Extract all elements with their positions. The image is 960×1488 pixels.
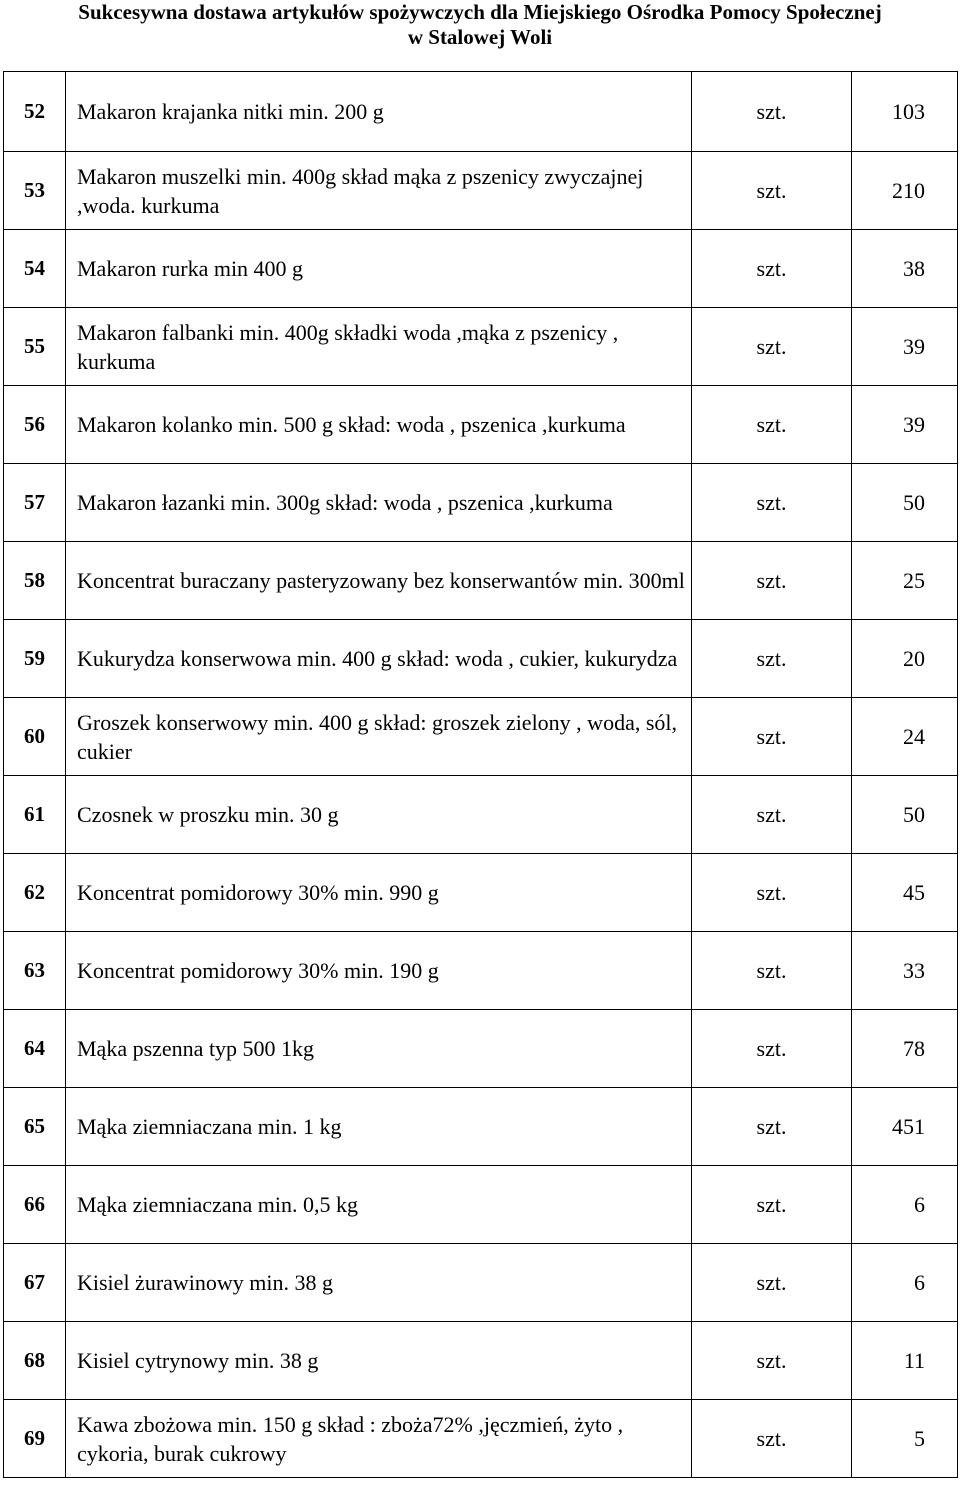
table-row xyxy=(4,1244,958,1322)
item-number: 67 xyxy=(4,1244,66,1322)
item-number: 69 xyxy=(4,1400,66,1478)
title-line-2: w Stalowej Woli xyxy=(407,25,553,49)
item-description: Czosnek w proszku min. 30 g xyxy=(66,776,692,854)
item-number: 62 xyxy=(4,854,66,932)
item-quantity: 39 xyxy=(852,308,958,386)
item-unit: szt. xyxy=(692,1244,852,1322)
item-description: Mąka ziemniaczana min. 1 kg xyxy=(66,1088,692,1166)
item-unit: szt. xyxy=(692,152,852,230)
item-description: Makaron łazanki min. 300g skład: woda , pszenica ,kurkuma xyxy=(66,464,692,542)
table-row xyxy=(4,386,958,464)
item-unit: szt. xyxy=(692,932,852,1010)
table-row xyxy=(4,308,958,386)
item-unit: szt. xyxy=(692,1400,852,1478)
item-number: 66 xyxy=(4,1166,66,1244)
item-number: 60 xyxy=(4,698,66,776)
item-quantity: 11 xyxy=(852,1322,958,1400)
document-title xyxy=(0,0,960,50)
item-unit: szt. xyxy=(692,308,852,386)
item-number: 52 xyxy=(4,72,66,152)
item-number: 53 xyxy=(4,152,66,230)
item-quantity: 6 xyxy=(852,1166,958,1244)
item-quantity: 25 xyxy=(852,542,958,620)
item-number: 59 xyxy=(4,620,66,698)
table-row xyxy=(4,776,958,854)
item-number: 58 xyxy=(4,542,66,620)
item-description: Makaron falbanki min. 400g składki woda ,mąka z pszenicy , kurkuma xyxy=(66,308,692,386)
item-unit: szt. xyxy=(692,620,852,698)
item-description: Makaron rurka min 400 g xyxy=(66,230,692,308)
item-unit: szt. xyxy=(692,776,852,854)
item-description: Kisiel cytrynowy min. 38 g xyxy=(66,1322,692,1400)
item-quantity: 38 xyxy=(852,230,958,308)
item-quantity: 24 xyxy=(852,698,958,776)
item-quantity: 78 xyxy=(852,1010,958,1088)
item-unit: szt. xyxy=(692,698,852,776)
item-description: Mąka ziemniaczana min. 0,5 kg xyxy=(66,1166,692,1244)
item-number: 54 xyxy=(4,230,66,308)
item-description: Makaron muszelki min. 400g skład mąka z pszenicy zwyczajnej ,woda. kurkuma xyxy=(66,152,692,230)
item-quantity: 210 xyxy=(852,152,958,230)
item-unit: szt. xyxy=(692,1088,852,1166)
item-unit: szt. xyxy=(692,72,852,152)
item-quantity: 39 xyxy=(852,386,958,464)
item-number: 56 xyxy=(4,386,66,464)
item-quantity: 103 xyxy=(852,72,958,152)
item-unit: szt. xyxy=(692,542,852,620)
item-number: 61 xyxy=(4,776,66,854)
item-description: Kisiel żurawinowy min. 38 g xyxy=(66,1244,692,1322)
item-unit: szt. xyxy=(692,1322,852,1400)
item-description: Makaron krajanka nitki min. 200 g xyxy=(66,72,692,152)
table-row xyxy=(4,854,958,932)
item-number: 65 xyxy=(4,1088,66,1166)
item-quantity: 50 xyxy=(852,776,958,854)
table-row xyxy=(4,620,958,698)
item-unit: szt. xyxy=(692,1166,852,1244)
table-row xyxy=(4,698,958,776)
item-description: Kawa zbożowa min. 150 g skład : zboża72% ,jęczmień, żyto , cykoria, burak cukrowy xyxy=(66,1400,692,1478)
item-description: Koncentrat buraczany pasteryzowany bez konserwantów min. 300ml xyxy=(66,542,692,620)
item-unit: szt. xyxy=(692,230,852,308)
item-unit: szt. xyxy=(692,464,852,542)
item-unit: szt. xyxy=(692,854,852,932)
table-row xyxy=(4,72,958,152)
item-description: Koncentrat pomidorowy 30% min. 990 g xyxy=(66,854,692,932)
item-quantity: 50 xyxy=(852,464,958,542)
table-row xyxy=(4,464,958,542)
item-quantity: 5 xyxy=(852,1400,958,1478)
table-row xyxy=(4,152,958,230)
table-row xyxy=(4,1166,958,1244)
table-row xyxy=(4,932,958,1010)
item-unit: szt. xyxy=(692,1010,852,1088)
item-number: 68 xyxy=(4,1322,66,1400)
item-description: Mąka pszenna typ 500 1kg xyxy=(66,1010,692,1088)
table-row xyxy=(4,1400,958,1478)
item-description: Kukurydza konserwowa min. 400 g skład: woda , cukier, kukurydza xyxy=(66,620,692,698)
item-description: Groszek konserwowy min. 400 g skład: groszek zielony , woda, sól, cukier xyxy=(66,698,692,776)
table-row xyxy=(4,1322,958,1400)
item-number: 57 xyxy=(4,464,66,542)
table-row xyxy=(4,1088,958,1166)
table-row xyxy=(4,542,958,620)
item-number: 64 xyxy=(4,1010,66,1088)
items-table xyxy=(3,71,958,1478)
table-row xyxy=(4,1010,958,1088)
item-number: 55 xyxy=(4,308,66,386)
item-quantity: 45 xyxy=(852,854,958,932)
item-quantity: 33 xyxy=(852,932,958,1010)
item-quantity: 451 xyxy=(852,1088,958,1166)
item-quantity: 20 xyxy=(852,620,958,698)
title-line-1: Sukcesywna dostawa artykułów spożywczych dla Miejskiego Ośrodka Pomocy Społecznej xyxy=(78,0,882,24)
item-description: Koncentrat pomidorowy 30% min. 190 g xyxy=(66,932,692,1010)
item-description: Makaron kolanko min. 500 g skład: woda , pszenica ,kurkuma xyxy=(66,386,692,464)
item-unit: szt. xyxy=(692,386,852,464)
item-number: 63 xyxy=(4,932,66,1010)
item-quantity: 6 xyxy=(852,1244,958,1322)
table-row xyxy=(4,230,958,308)
